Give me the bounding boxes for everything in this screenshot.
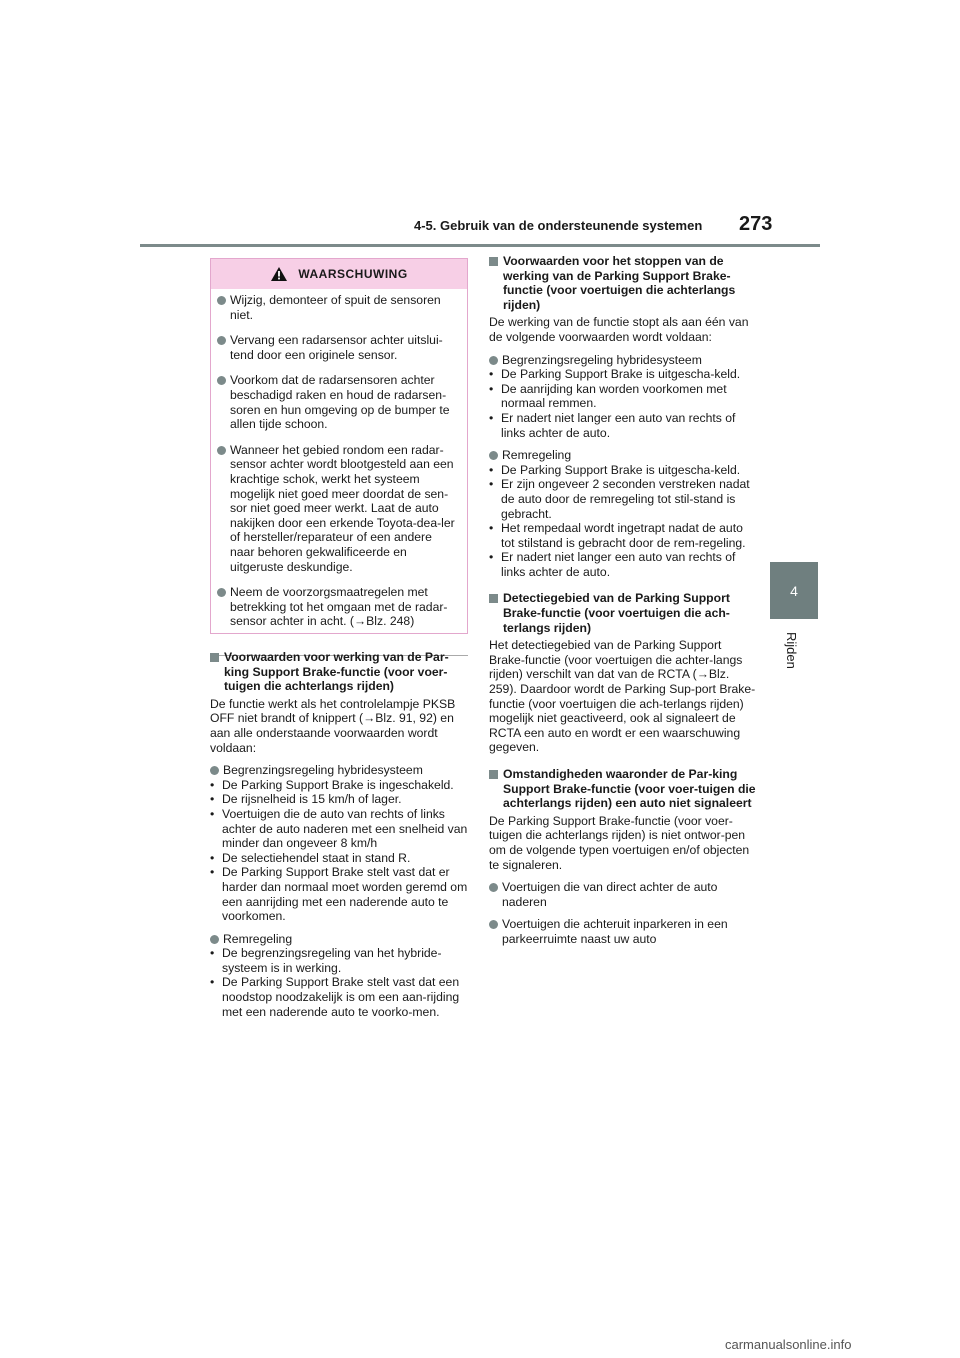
condition-item-text: De selectiehendel staat in stand R.: [222, 850, 411, 865]
condition-item-text: De Parking Support Brake is ingeschakeld.: [222, 777, 454, 792]
warning-item-text: Wijzig, demonteer of spuit de sensoren niet.: [230, 293, 441, 322]
dash-mark: •: [210, 806, 215, 821]
left-column: [210, 650, 472, 1019]
dash-mark: •: [489, 462, 494, 477]
dash-mark: •: [489, 550, 494, 565]
condition-item: [489, 521, 757, 550]
condition-item: [210, 946, 472, 975]
square-bullet-icon: [489, 594, 498, 603]
condition-group-body: [489, 352, 757, 441]
section-heading-text: Detectiegebied van de Parking Support Brake-functie (voor voertuigen die ach-terlangs rijden): [503, 591, 730, 635]
condition-item-text: Er nadert niet langer een auto van rechts of links achter de auto.: [501, 550, 736, 579]
warning-box: [210, 258, 468, 634]
condition-group-body: [210, 763, 472, 924]
condition-item: [210, 778, 472, 793]
condition-item-text: De Parking Support Brake stelt vast dat er harder dan normaal moet worden geremd om een aanrijding met een naderende auto te voorkomen.: [222, 865, 468, 924]
condition-group: [489, 353, 757, 441]
section-heading-text: Voorwaarden voor werking van de Par-king Support Brake-functie (voor voer-tuigen die achterlangs rijden): [224, 650, 449, 694]
condition-group-body: [489, 448, 757, 579]
condition-item-text: De Parking Support Brake is uitgescha-keld.: [501, 462, 741, 477]
condition-item-text: Het rempedaal wordt ingetrapt nadat de auto tot stilstand is gebracht door de rem-regeling.: [501, 521, 746, 550]
condition-item: [210, 975, 472, 1019]
warning-title: WAARSCHUWING: [298, 266, 408, 281]
warning-item-text: Neem de voorzorgsmaatregelen met betrekking tot het omgaan met de radar-sensor achter in acht. (→Blz. 248): [230, 585, 448, 629]
condition-item-text: De rijsnelheid is 15 km/h of lager.: [222, 792, 402, 807]
condition-group-title: Voertuigen die van direct achter de auto naderen: [502, 880, 718, 909]
condition-group-title: Voertuigen die achteruit inparkeren in een parkeerruimte naast uw auto: [502, 917, 728, 946]
condition-group-title: Begrenzingsregeling hybridesysteem: [502, 352, 702, 367]
warning-list: [211, 289, 467, 629]
warning-item: [217, 373, 459, 431]
watermark: carmanualsonline.info: [725, 1337, 852, 1352]
warning-triangle-icon: [270, 266, 288, 282]
bullet-icon: [217, 446, 226, 455]
condition-item-text: De begrenzingsregeling van het hybride-systeem is in werking.: [222, 946, 442, 975]
bullet-icon: [489, 920, 498, 929]
section-heading: [489, 591, 757, 635]
condition-item-text: Er nadert niet langer een auto van rechts of links achter de auto.: [501, 410, 736, 440]
warning-item-text: Voorkom dat de radarsensoren achter beschadigd raken en houd de radarsen-soren en hun omgeving op de bumper te allen tijde schoon.: [230, 373, 450, 432]
condition-item: [489, 411, 757, 440]
square-bullet-icon: [210, 653, 219, 662]
condition-group: [489, 917, 757, 946]
warning-item-text: Vervang een radarsensor achter uitslui-tend door een originele sensor.: [230, 333, 443, 362]
bullet-icon: [217, 296, 226, 305]
warning-item: [217, 293, 459, 322]
condition-group: [210, 763, 472, 924]
bullet-icon: [217, 588, 226, 597]
condition-item: [210, 807, 472, 851]
dash-mark: •: [210, 975, 215, 990]
warning-item: [217, 585, 459, 629]
dash-mark: •: [489, 367, 494, 382]
condition-item: [489, 550, 757, 579]
condition-group-title: Begrenzingsregeling hybridesysteem: [223, 763, 423, 778]
condition-item: [210, 851, 472, 866]
condition-item-text: De Parking Support Brake stelt vast dat een noodstop noodzakelijk is om een aan-rijding met een naderende auto te voorko-men.: [222, 975, 460, 1019]
condition-item: [210, 792, 472, 807]
section-intro: De werking van de functie stopt als aan één van de volgende voorwaarden wordt voldaan:: [489, 315, 749, 344]
condition-group-body: [502, 880, 757, 909]
page-number: 273: [739, 213, 773, 235]
dash-mark: •: [210, 865, 215, 880]
dash-mark: •: [210, 792, 215, 807]
condition-item: [489, 382, 757, 411]
condition-item: [489, 367, 757, 382]
section-heading-text: Omstandigheden waaronder de Par-king Support Brake-functie (voor voer-tuigen die achterlangs rijden) een auto niet signaleert: [503, 767, 756, 811]
section-intro: Het detectiegebied van de Parking Support Brake-functie (voor voertuigen die achter-langs rijden) verschilt van dat van de RCTA (→Blz. 259). Daardoor wordt de Parking Sup-port Brake-functie (voor voertuigen die ach-terlangs rijden) mogelijk niet geactiveerd, ook al signaleert de RCTA een auto en wordt er een waarschuwing gegeven.: [489, 638, 756, 755]
section-intro: De Parking Support Brake-functie (voor voer-tuigen die achterlangs rijden) is niet ontwor-pen om de volgende typen voertuigen en/of objecten te signaleren.: [489, 813, 750, 872]
section-heading: [210, 650, 472, 694]
dash-mark: •: [210, 946, 215, 961]
condition-group: [489, 880, 757, 909]
warning-item-text: Wanneer het gebied rondom een radar-sensor achter wordt blootgesteld aan een krachtige schok, werkt het systeem mogelijk niet goed meer doordat de sen-sor niet goed meer werkt. Laat de auto nakijken door een erkende Toyota-dea-ler of hersteller/reparateur of een andere naar behoren gekwalificeerde en uitgeruste deskundige.: [230, 442, 455, 574]
condition-group-body: [502, 917, 757, 946]
condition-item: [489, 463, 757, 478]
section-intro: De functie werkt als het controlelampje PKSB OFF niet brandt of knippert (→Blz. 91, 92) en aan alle onderstaande voorwaarden wordt voldaan:: [210, 696, 456, 755]
bullet-icon: [210, 935, 219, 944]
bullet-icon: [210, 766, 219, 775]
condition-item-text: De Parking Support Brake is uitgescha-keld.: [501, 367, 741, 382]
warning-item: [217, 333, 459, 362]
square-bullet-icon: [489, 770, 498, 779]
warning-item: [217, 443, 459, 574]
condition-group: [489, 448, 757, 579]
right-column: [489, 254, 757, 947]
condition-item: [210, 865, 472, 923]
chapter-number: 4: [790, 582, 798, 599]
chapter-tab: [770, 562, 818, 619]
condition-item: [489, 477, 757, 521]
condition-item-text: Voertuigen die de auto van rechts of links achter de auto naderen met een snelheid van minder dan ongeveer 8 km/h: [222, 806, 468, 851]
condition-item-text: Er zijn ongeveer 2 seconden verstreken nadat de auto door de remregeling tot stil-stand is gebracht.: [501, 477, 750, 521]
chapter-label: Rijden: [784, 632, 799, 669]
condition-group: [210, 932, 472, 1020]
bullet-icon: [489, 356, 498, 365]
section-heading: [489, 767, 757, 811]
dash-mark: •: [210, 850, 215, 865]
dash-mark: •: [489, 521, 494, 536]
condition-group-body: [210, 931, 472, 1020]
bullet-icon: [489, 883, 498, 892]
section-heading: [489, 254, 757, 312]
dash-mark: •: [210, 777, 215, 792]
square-bullet-icon: [489, 257, 498, 266]
condition-group-title: Remregeling: [223, 931, 293, 946]
section-heading-text: Voorwaarden voor het stoppen van de werking van de Parking Support Brake-functie (voor voertuigen die achterlangs rijden): [503, 254, 736, 312]
chapter-title: 4-5. Gebruik van de ondersteunende systemen: [414, 218, 703, 233]
dash-mark: •: [489, 381, 494, 396]
bullet-icon: [217, 336, 226, 345]
bullet-icon: [489, 451, 498, 460]
condition-group-title: Remregeling: [502, 448, 572, 463]
bullet-icon: [217, 376, 226, 385]
warning-header: [211, 259, 467, 289]
dash-mark: •: [489, 410, 494, 425]
condition-item-text: De aanrijding kan worden voorkomen met normaal remmen.: [501, 381, 727, 411]
header-rule: [140, 244, 820, 247]
dash-mark: •: [489, 477, 494, 492]
